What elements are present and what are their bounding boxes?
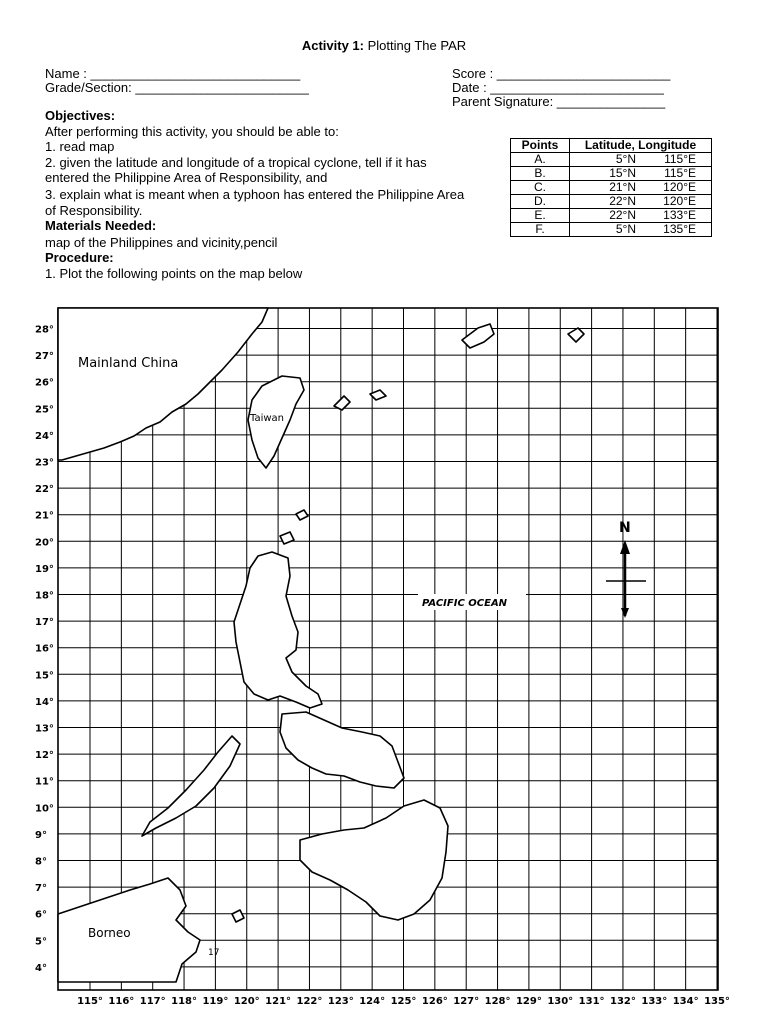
longitude-tick-label: 133°: [641, 996, 668, 1007]
table-row: [511, 223, 712, 237]
palawan-island: [142, 736, 240, 836]
latitude-tick-label: 20°: [35, 537, 54, 549]
longitude-tick-label: 122°: [296, 996, 323, 1007]
latitude-tick-label: 19°: [35, 563, 54, 575]
longitude-tick-labels: [77, 996, 730, 1007]
north-arrow-icon: [606, 520, 646, 618]
label-taiwan: Taiwan: [250, 413, 285, 424]
table-row: [511, 167, 712, 181]
longitude-tick-label: 121°: [265, 996, 292, 1007]
score-field[interactable]: Score : ________________________: [452, 66, 671, 81]
mainland-china-landmass: [58, 308, 268, 460]
table-row: [511, 153, 712, 167]
latitude-tick-label: 15°: [35, 670, 54, 682]
longitude-tick-label: 132°: [610, 996, 636, 1007]
okinawa-island: [462, 324, 494, 348]
point-label: D.: [511, 195, 570, 209]
longitude-tick-label: 120°: [233, 996, 260, 1007]
small-island: [568, 328, 584, 342]
latitude-tick-label: 16°: [35, 643, 54, 655]
parent-signature-field[interactable]: Parent Signature: _______________: [452, 94, 666, 109]
table-row: [511, 195, 712, 209]
latitude-tick-label: 17°: [35, 617, 54, 629]
col-header-points: Points: [511, 139, 570, 153]
longitude-tick-label: 117°: [139, 996, 166, 1007]
latitude-tick-label: 18°: [35, 590, 54, 602]
longitude-tick-label: 131°: [578, 996, 605, 1007]
latitude-tick-label: 4°: [35, 962, 47, 974]
latitude-tick-label: 28°: [35, 324, 54, 336]
longitude-tick-label: 116°: [108, 996, 135, 1007]
label-borneo: Borneo: [88, 926, 131, 940]
latitude-tick-label: 22°: [35, 484, 54, 496]
point-label: C.: [511, 181, 570, 195]
small-island: [280, 532, 294, 544]
point-label: B.: [511, 167, 570, 181]
latitude-tick-label: 26°: [35, 377, 54, 389]
mindanao-island: [300, 800, 448, 920]
philippines-grid-map[interactable]: [0, 300, 768, 1024]
materials-heading: Materials Needed:: [45, 218, 157, 233]
longitude-tick-label: 127°: [453, 996, 480, 1007]
point-label: E.: [511, 209, 570, 223]
procedure-heading: Procedure:: [45, 250, 114, 265]
latitude-tick-label: 13°: [35, 723, 54, 735]
latitude-tick-label: 14°: [35, 696, 54, 708]
objective-3-line2: of Responsibility.: [45, 203, 143, 218]
point-coords: 15°N 115°E: [570, 167, 712, 181]
latitude-tick-label: 7°: [35, 883, 47, 895]
objective-3-line1: 3. explain what is meant when a typhoon has entered the Philippine Area: [45, 187, 465, 202]
col-header-latlong: Latitude, Longitude: [570, 139, 712, 153]
small-island: [232, 910, 244, 922]
point-coords: 5°N 135°E: [570, 223, 712, 237]
name-field[interactable]: Name : _____________________________: [45, 66, 301, 81]
latitude-tick-label: 11°: [35, 776, 54, 788]
objectives-intro: After performing this activity, you should be able to:: [45, 124, 339, 139]
page-title: Activity 1: Plotting The PAR: [301, 38, 467, 53]
points-table: [510, 138, 712, 237]
latitude-tick-label: 23°: [35, 457, 54, 469]
point-coords: 5°N 115°E: [570, 153, 712, 167]
svg-text:N: N: [619, 520, 631, 536]
point-coords: 22°N 133°E: [570, 209, 712, 223]
latitude-tick-labels: [35, 325, 54, 974]
point-coords: 22°N 120°E: [570, 195, 712, 209]
latitude-tick-label: 10°: [35, 803, 54, 815]
longitude-tick-label: 135°: [704, 996, 730, 1007]
longitude-tick-label: 125°: [390, 996, 417, 1007]
label-mainland-china: Mainland China: [78, 356, 179, 371]
latitude-tick-label: 27°: [35, 351, 54, 363]
procedure-step-1: 1. Plot the following points on the map below: [45, 266, 303, 281]
longitude-tick-label: 124°: [359, 996, 386, 1007]
latitude-tick-label: 6°: [35, 909, 47, 921]
point-label: A.: [511, 153, 570, 167]
objectives-heading: Objectives:: [45, 108, 116, 123]
latitude-tick-label: 8°: [35, 856, 47, 868]
table-header-row: [511, 139, 712, 153]
label-small-number: 17: [208, 948, 220, 958]
visayas-islands: [280, 712, 404, 788]
longitude-tick-label: 119°: [202, 996, 229, 1007]
longitude-tick-label: 128°: [484, 996, 511, 1007]
date-field[interactable]: Date : ________________________: [452, 80, 664, 95]
point-coords: 21°N 120°E: [570, 181, 712, 195]
point-label: F.: [511, 223, 570, 237]
latitude-tick-label: 21°: [35, 510, 54, 522]
longitude-tick-label: 129°: [515, 996, 542, 1007]
materials-text: map of the Philippines and vicinity,pencil: [45, 235, 278, 250]
longitude-tick-label: 126°: [421, 996, 448, 1007]
label-pacific-ocean: PACIFIC OCEAN: [422, 598, 508, 609]
objective-1: 1. read map: [45, 139, 115, 154]
table-row: [511, 181, 712, 195]
latitude-tick-label: 12°: [35, 750, 54, 762]
latitude-tick-label: 9°: [35, 829, 47, 841]
objective-2-line2: entered the Philippine Area of Responsibility, and: [45, 170, 328, 185]
land-masses: [58, 308, 584, 982]
longitude-tick-label: 118°: [171, 996, 197, 1007]
grade-section-field[interactable]: Grade/Section: ________________________: [45, 80, 309, 95]
objective-2-line1: 2. given the latitude and longitude of a tropical cyclone, tell if it has: [45, 155, 427, 170]
longitude-tick-label: 123°: [327, 996, 354, 1007]
latitude-tick-label: 5°: [35, 936, 47, 948]
longitude-tick-label: 115°: [77, 996, 103, 1007]
small-island: [296, 510, 308, 520]
latitude-tick-label: 24°: [35, 430, 54, 442]
longitude-tick-label: 130°: [547, 996, 574, 1007]
latitude-tick-label: 25°: [35, 404, 54, 416]
longitude-tick-label: 134°: [672, 996, 699, 1007]
table-row: [511, 209, 712, 223]
